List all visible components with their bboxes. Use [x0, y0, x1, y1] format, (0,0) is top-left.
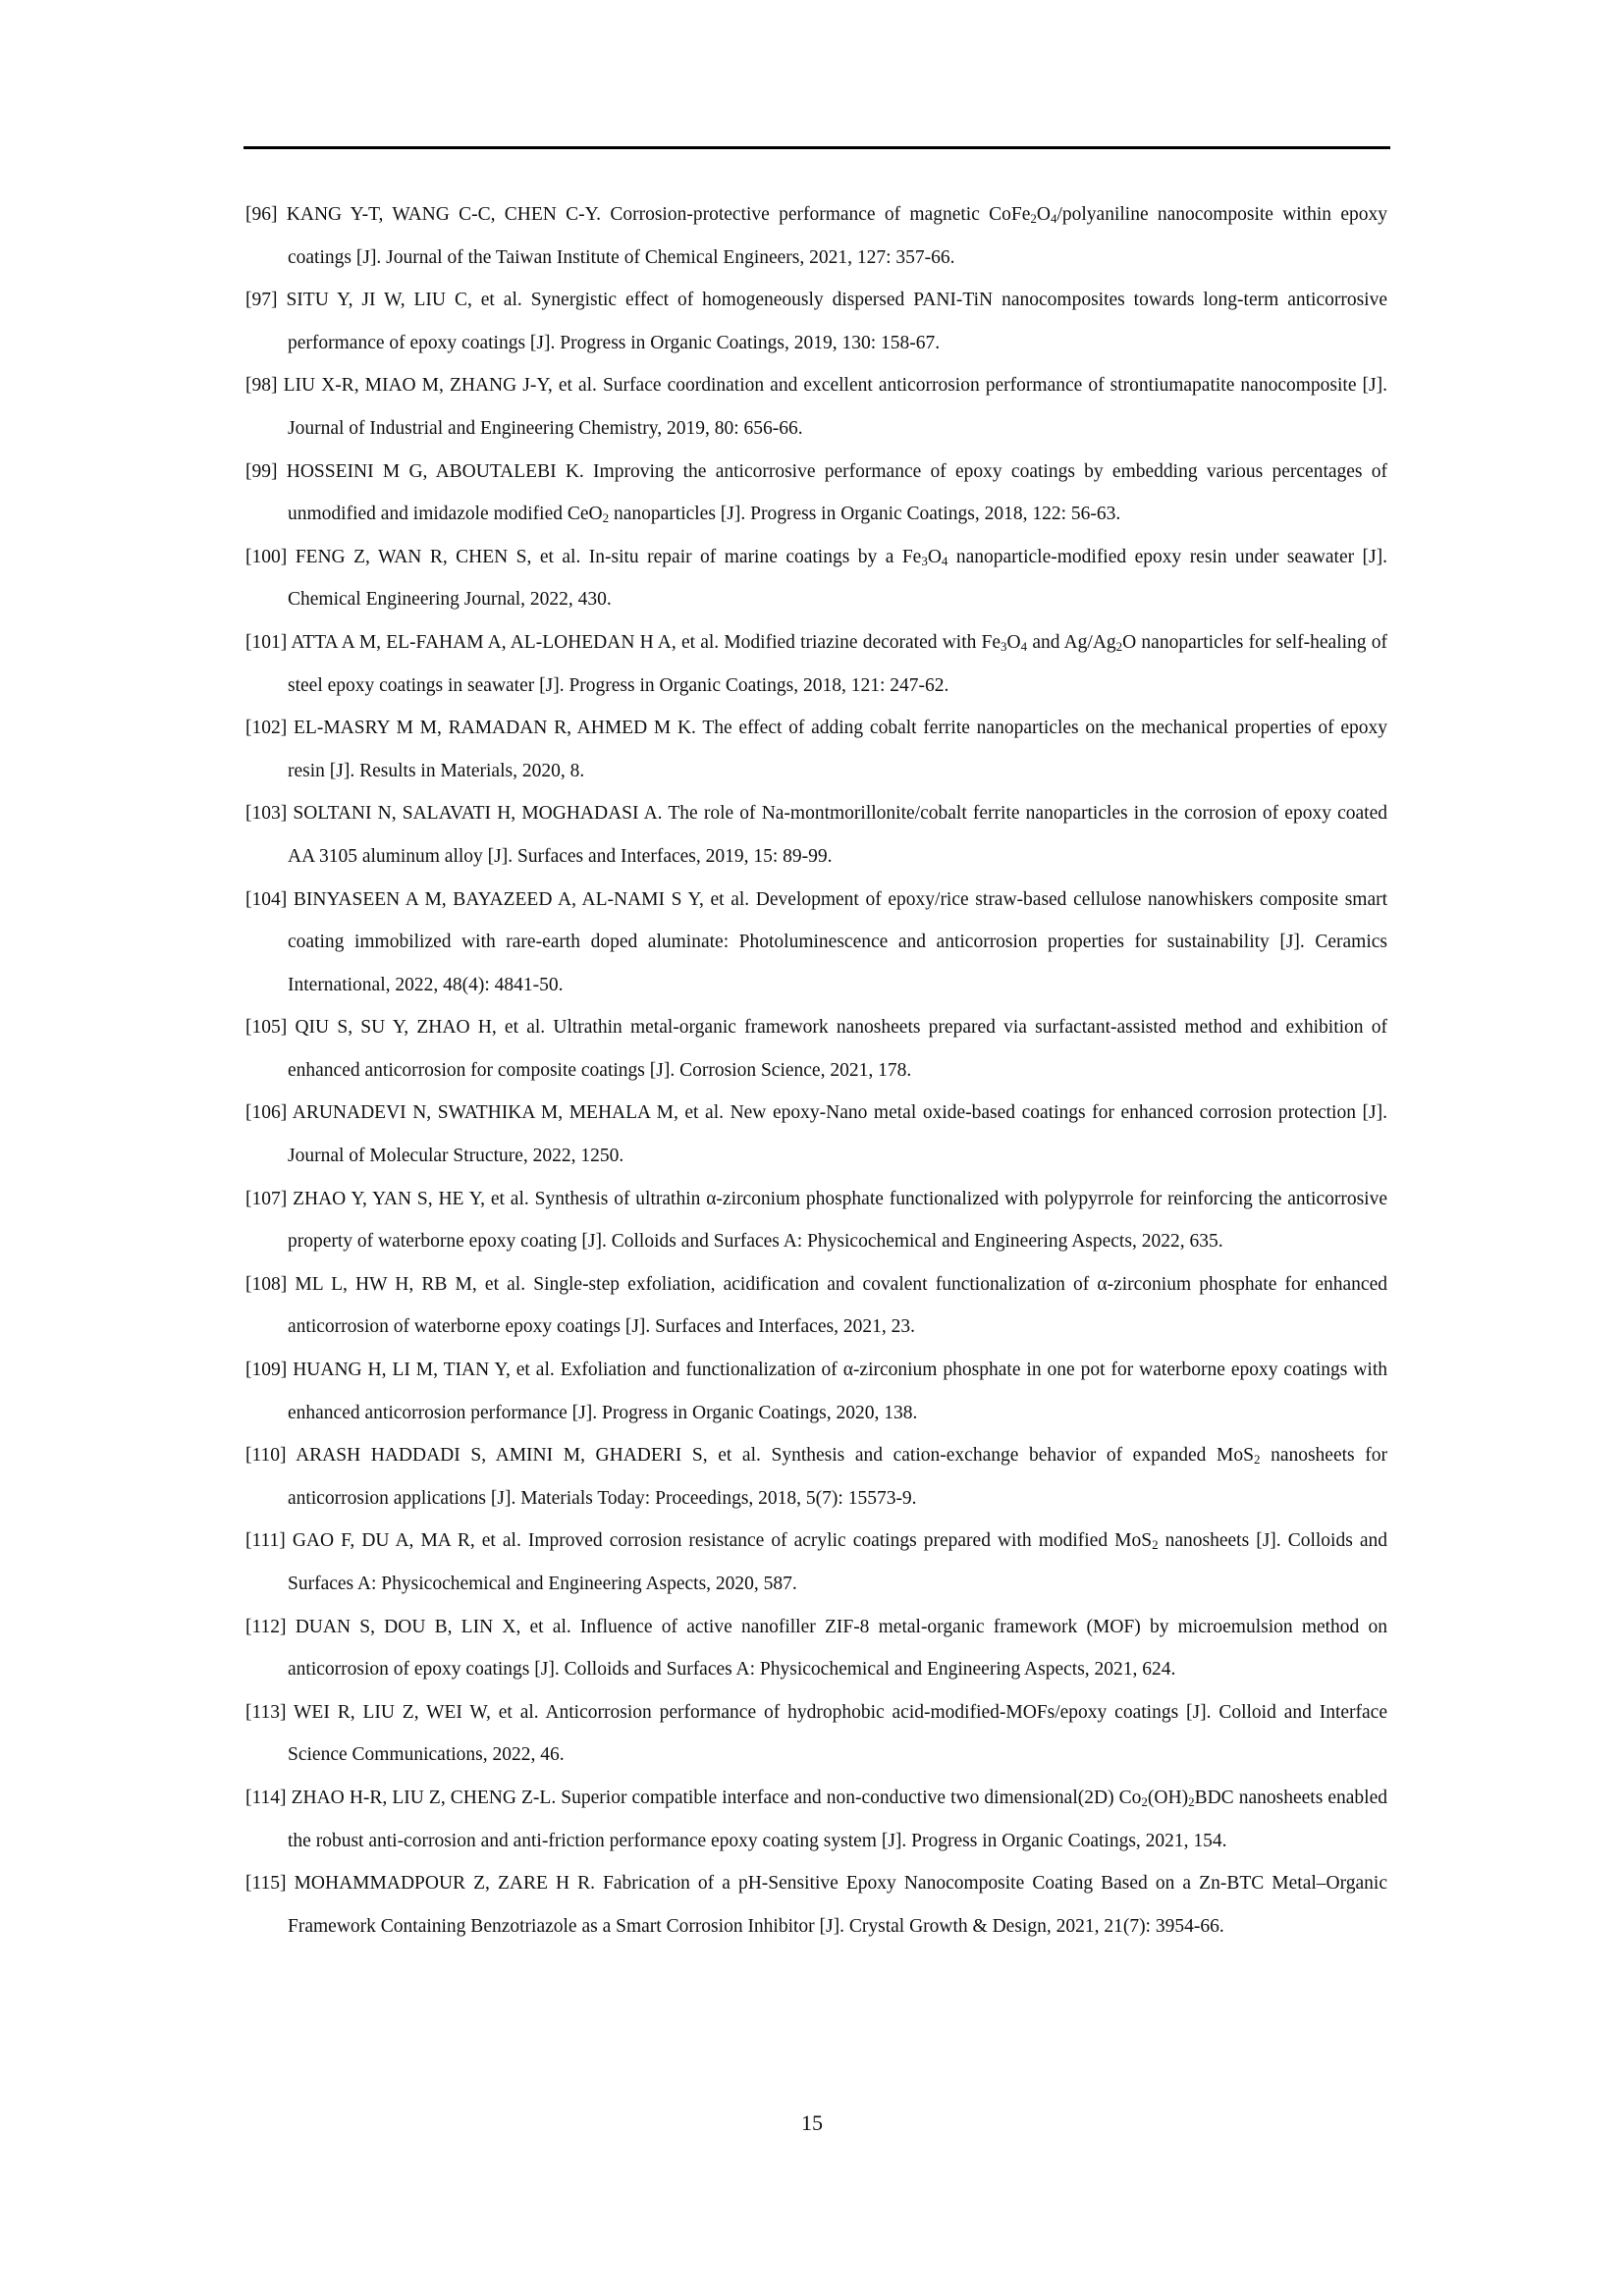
reference-item: [245, 1434, 1387, 1520]
subscript: 3: [921, 553, 928, 568]
reference-number: [115]: [245, 1873, 287, 1895]
subscript: 4: [1020, 638, 1028, 654]
reference-text: nanoparticle-modified epoxy resin under seawater [J]. Chemical Engineering Journal, 2022, 430.: [288, 546, 1387, 611]
subscript: 2: [1030, 211, 1037, 226]
reference-number: [100]: [245, 546, 288, 567]
reference-text: ML L, HW H, RB M, et al. Single-step exfoliation, acidification and covalent functionalization of α-zirconium phosphate for enhanced anticorrosion of waterborne epoxy coatings [J]. Surfaces and Interfaces, 2021, 23.: [288, 1273, 1387, 1338]
reference-item: [245, 621, 1387, 707]
reference-item: [245, 193, 1387, 279]
reference-text: FENG Z, WAN R, CHEN S, et al. In-situ repair of marine coatings by a Fe: [295, 546, 922, 567]
reference-item: [245, 279, 1387, 364]
reference-text: BDC nanosheets enabled the robust anti-corrosion and anti-friction performance epoxy coating system [J]. Progress in Organic Coatings, 2021, 154.: [288, 1787, 1388, 1851]
reference-item: [245, 1263, 1387, 1349]
reference-list: [245, 193, 1387, 1948]
reference-item: [245, 1862, 1387, 1948]
reference-number: [113]: [245, 1701, 287, 1723]
reference-text: HOSSEINI M G, ABOUTALEBI K. Improving the anticorrosive performance of epoxy coatings by embedding various percentages of unmodified and imidazole modified CeO: [286, 460, 1388, 525]
reference-item: [245, 1178, 1387, 1263]
reference-text: WEI R, LIU Z, WEI W, et al. Anticorrosion performance of hydrophobic acid-modified-MOFs/epoxy coatings [J]. Colloid and Interface Science Communications, 2022, 46.: [288, 1701, 1387, 1766]
subscript: 2: [1188, 1793, 1195, 1809]
reference-number: [108]: [245, 1273, 288, 1295]
reference-item: [245, 879, 1387, 1007]
subscript: 4: [941, 553, 948, 568]
reference-item: [245, 792, 1387, 878]
reference-number: [103]: [245, 803, 288, 825]
reference-number: [107]: [245, 1188, 288, 1209]
reference-number: [102]: [245, 718, 288, 739]
reference-text: SOLTANI N, SALAVATI H, MOGHADASI A. The role of Na-montmorillonite/cobalt ferrite nanoparticles in the corrosion of epoxy coated AA 3105 aluminum alloy [J]. Surfaces and Interfaces, 2019, 15: 89-99.: [288, 803, 1388, 867]
subscript: 2: [1141, 1793, 1148, 1809]
reference-text: BINYASEEN A M, BAYAZEED A, AL-NAMI S Y, et al. Development of epoxy/rice straw-based cellulose nanowhiskers composite smart coating immobilized with rare-earth doped aluminate: Photoluminescence and anticorrosion properties for sustainability [J]. Ceramics International, 2022, 48(4): 4841-50.: [288, 888, 1388, 995]
reference-text: DUAN S, DOU B, LIN X, et al. Influence of active nanofiller ZIF-8 metal-organic framework (MOF) by microemulsion method on anticorrosion of epoxy coatings [J]. Colloids and Surfaces A: Physicochemical and Engineering Aspects, 2021, 624.: [288, 1616, 1388, 1681]
reference-number: [112]: [245, 1616, 287, 1637]
reference-text: and Ag/Ag: [1027, 631, 1116, 653]
reference-text: (OH): [1147, 1787, 1189, 1808]
reference-text: /polyaniline nanocomposite within epoxy coatings [J]. Journal of the Taiwan Institute of Chemical Engineers, 2021, 127: 357-66.: [288, 204, 1387, 268]
reference-text: KANG Y-T, WANG C-C, CHEN C-Y. Corrosion-protective performance of magnetic CoFe: [286, 204, 1031, 225]
reference-item: [245, 1691, 1387, 1777]
reference-number: [99]: [245, 460, 278, 482]
reference-number: [101]: [245, 631, 288, 653]
reference-text: SITU Y, JI W, LIU C, et al. Synergistic effect of homogeneously dispersed PANI-TiN nanocomposites towards long-term anticorrosive performance of epoxy coatings [J]. Progress in Organic Coatings, 2019, 130: 158-67.: [286, 290, 1388, 353]
reference-number: [97]: [245, 290, 278, 311]
page-number: 15: [801, 2110, 823, 2135]
reference-text: ZHAO H-R, LIU Z, CHENG Z-L. Superior compatible interface and non-conductive two dimensional(2D) Co: [291, 1787, 1142, 1808]
reference-item: [245, 1606, 1387, 1691]
reference-text: ARASH HADDADI S, AMINI M, GHADERI S, et al. Synthesis and cation-exchange behavior of expanded MoS: [296, 1445, 1254, 1467]
reference-number: [96]: [245, 204, 278, 225]
reference-text: MOHAMMADPOUR Z, ZARE H R. Fabrication of a pH-Sensitive Epoxy Nanocomposite Coating Based on a Zn-BTC Metal–Organic Framework Containing Benzotriazole as a Smart Corrosion Inhibitor [J]. Crystal Growth & Design, 2021, 21(7): 3954-66.: [288, 1873, 1387, 1937]
reference-text: O nanoparticles for self-healing of steel epoxy coatings in seawater [J]. Progress in Organic Coatings, 2018, 121: 247-62.: [288, 631, 1387, 696]
reference-item: [245, 364, 1387, 450]
reference-number: [109]: [245, 1360, 288, 1381]
header-rule: [244, 146, 1390, 149]
subscript: 4: [1050, 211, 1057, 226]
subscript: 2: [1115, 638, 1123, 654]
reference-item: [245, 451, 1387, 536]
reference-text: ATTA A M, EL-FAHAM A, AL-LOHEDAN H A, et al. Modified triazine decorated with Fe: [291, 631, 1001, 653]
reference-number: [98]: [245, 375, 278, 397]
subscript: 2: [1253, 1452, 1261, 1468]
reference-item: [245, 1520, 1387, 1605]
reference-text: ZHAO Y, YAN S, HE Y, et al. Synthesis of ultrathin α-zirconium phosphate functionalized with polypyrrole for reinforcing the anticorrosive property of waterborne epoxy coating [J]. Colloids and Surfaces A: Physicochemical and Engineering Aspects, 2022, 635.: [288, 1188, 1388, 1253]
reference-text: nanosheets [J]. Colloids and Surfaces A: Physicochemical and Engineering Aspects, 2020, 587.: [288, 1530, 1388, 1594]
reference-text: O: [1006, 631, 1021, 653]
reference-text: nanoparticles [J]. Progress in Organic Coatings, 2018, 122: 56-63.: [609, 504, 1121, 525]
reference-number: [111]: [245, 1530, 286, 1552]
reference-item: [245, 1006, 1387, 1092]
reference-text: LIU X-R, MIAO M, ZHANG J-Y, et al. Surface coordination and excellent anticorrosion performance of strontiumapatite nanocomposite [J]. Journal of Industrial and Engineering Chemistry, 2019, 80: 656-66.: [283, 375, 1387, 439]
reference-number: [104]: [245, 888, 288, 910]
reference-text: O: [927, 546, 942, 567]
reference-item: [245, 536, 1387, 621]
reference-number: [105]: [245, 1017, 288, 1039]
reference-text: nanosheets for anticorrosion applications [J]. Materials Today: Proceedings, 2018, 5(7): 15573-9.: [288, 1445, 1387, 1509]
reference-item: [245, 707, 1387, 792]
subscript: 3: [1001, 638, 1007, 654]
reference-number: [106]: [245, 1102, 288, 1124]
reference-text: GAO F, DU A, MA R, et al. Improved corrosion resistance of acrylic coatings prepared with modified MoS: [292, 1530, 1153, 1552]
reference-item: [245, 1777, 1387, 1862]
reference-item: [245, 1349, 1387, 1434]
subscript: 2: [602, 510, 610, 526]
reference-text: HUANG H, LI M, TIAN Y, et al. Exfoliation and functionalization of α-zirconium phosphate in one pot for waterborne epoxy coatings with enhanced anticorrosion performance [J]. Progress in Organic Coatings, 2020, 138.: [288, 1360, 1388, 1423]
reference-number: [110]: [245, 1445, 287, 1467]
reference-item: [245, 1092, 1387, 1177]
reference-text: ARUNADEVI N, SWATHIKA M, MEHALA M, et al. New epoxy-Nano metal oxide-based coatings for enhanced corrosion protection [J]. Journal of Molecular Structure, 2022, 1250.: [288, 1102, 1387, 1167]
reference-number: [114]: [245, 1787, 287, 1808]
reference-text: EL-MASRY M M, RAMADAN R, AHMED M K. The effect of adding cobalt ferrite nanoparticles on the mechanical properties of epoxy resin [J]. Results in Materials, 2020, 8.: [288, 718, 1388, 781]
reference-text: O: [1036, 204, 1051, 225]
reference-text: QIU S, SU Y, ZHAO H, et al. Ultrathin metal-organic framework nanosheets prepared via surfactant-assisted method and exhibition of enhanced anticorrosion for composite coatings [J]. Corrosion Science, 2021, 178.: [288, 1017, 1387, 1081]
subscript: 2: [1152, 1537, 1159, 1553]
